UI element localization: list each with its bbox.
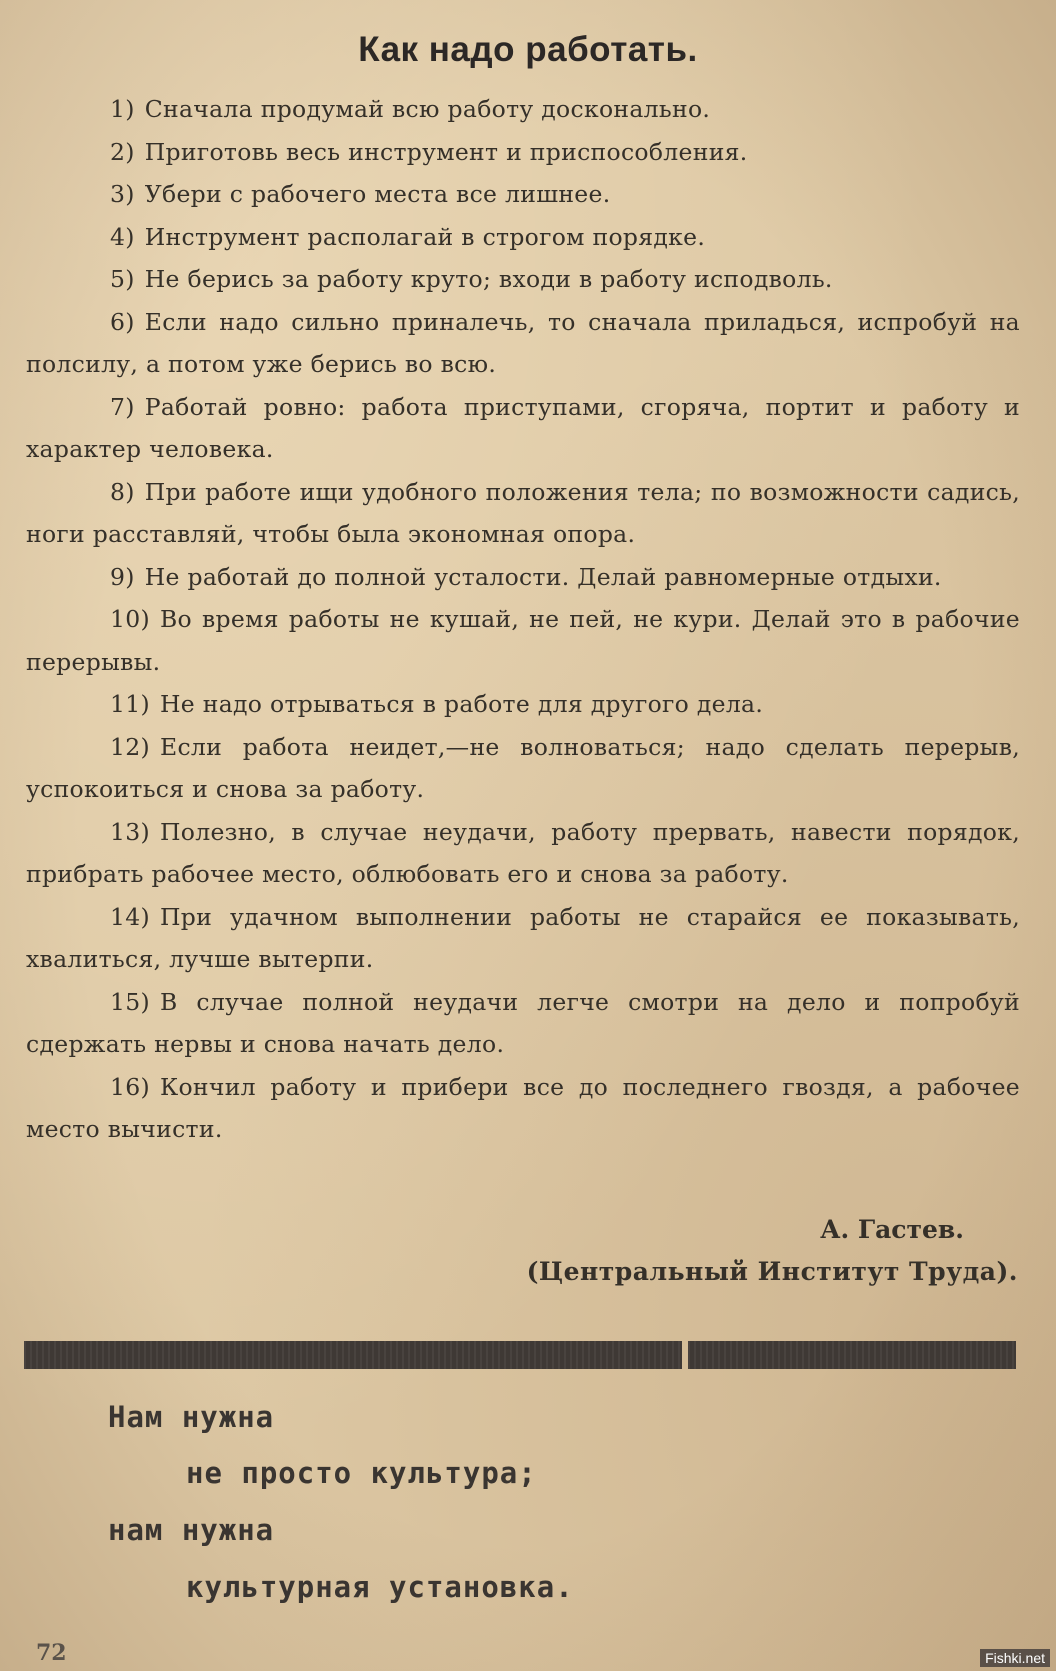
divider-segment (688, 1341, 1016, 1369)
rule-text: Во время работы не кушай, не пей, не кури. Делай это в рабочие перерывы. (26, 605, 1020, 676)
slogan-line: культурная установка. (186, 1570, 574, 1604)
rule-text: Если работа неидет,—не волноваться; надо сделать перерыв, успокоиться и снова за работу. (26, 732, 1020, 803)
rule-item (26, 131, 1020, 174)
rule-text: Если надо сильно приналечь, то сначала приладься, испробуй на полсилу, а потом уже берись во всю. (26, 307, 1020, 378)
rule-item (26, 301, 1020, 386)
watermark: Fishki.net (980, 1649, 1050, 1667)
rule-number: 9) (110, 562, 135, 591)
page-number: 72 (36, 1640, 67, 1666)
rule-item (26, 1066, 1020, 1151)
rule-number: 2) (110, 137, 135, 166)
rule-number: 8) (110, 477, 135, 506)
rule-number: 16) (110, 1072, 150, 1101)
rule-number: 14) (110, 902, 150, 931)
rule-text: Работай ровно: работа приступами, сгоряча, портит и работу и характер человека. (26, 392, 1020, 463)
rule-number: 5) (110, 265, 135, 293)
rule-item (26, 683, 1020, 726)
rule-text: Убери с рабочего места все лишнее. (144, 180, 611, 208)
rule-text: Не надо отрываться в работе для другого дела. (159, 690, 764, 718)
rule-item (26, 981, 1020, 1066)
rule-item (26, 598, 1020, 683)
rule-text: Не берись за работу круто; входи в работу исподволь. (144, 265, 833, 293)
rule-number: 7) (110, 392, 135, 421)
divider-bar (24, 1341, 1016, 1369)
rule-number: 13) (110, 817, 150, 846)
rule-text: Приготовь весь инструмент и приспособления. (144, 137, 748, 166)
rule-text: Кончил работу и прибери все до последнего гвоздя, а рабочее место вычисти. (26, 1072, 1020, 1143)
rule-text: Инструмент располагай в строгом порядке. (144, 222, 706, 251)
rule-text: При работе ищи удобного положения тела; по возможности садись, ноги расставляй, чтобы была экономная опора. (26, 477, 1020, 548)
rule-number: 4) (110, 222, 135, 251)
rule-number: 3) (110, 180, 135, 208)
rule-item (26, 216, 1020, 259)
rule-text: Полезно, в случае неудачи, работу прервать, навести порядок, прибрать рабочее место, облюбовать его и снова за работу. (26, 817, 1020, 888)
rule-item (26, 386, 1020, 471)
author-signature: А. Гастев. (820, 1215, 964, 1244)
rule-item (26, 726, 1020, 811)
rules-list (26, 88, 1020, 1151)
slogan-line: Нам нужна (108, 1400, 275, 1434)
rule-text: При удачном выполнении работы не старайся ее показывать, хвалиться, лучше вытерпи. (26, 902, 1020, 973)
slogan-line: не просто культура; (186, 1456, 537, 1490)
page-title: Как надо работать. (358, 30, 698, 69)
rule-item (26, 258, 1020, 301)
rule-item (26, 811, 1020, 896)
rule-text: В случае полной неудачи легче смотри на дело и попробуй сдержать нервы и снова начать дело. (26, 987, 1020, 1058)
rule-item (26, 556, 1020, 599)
rule-item (26, 896, 1020, 981)
rule-number: 15) (110, 987, 150, 1016)
rule-number: 10) (110, 605, 150, 633)
slogan-line: нам нужна (108, 1513, 275, 1547)
rule-number: 12) (110, 732, 150, 761)
rule-text: Сначала продумай всю работу досконально. (144, 95, 711, 123)
rule-item (26, 88, 1020, 131)
divider-segment (24, 1341, 682, 1369)
institute-name: (Центральный Институт Труда). (526, 1257, 1018, 1286)
rule-number: 1) (110, 95, 135, 123)
rule-number: 11) (110, 690, 150, 718)
rule-item (26, 173, 1020, 216)
rule-item (26, 471, 1020, 556)
rule-number: 6) (110, 307, 135, 336)
rule-text: Не работай до полной усталости. Делай равномерные отдыхи. (144, 562, 942, 591)
